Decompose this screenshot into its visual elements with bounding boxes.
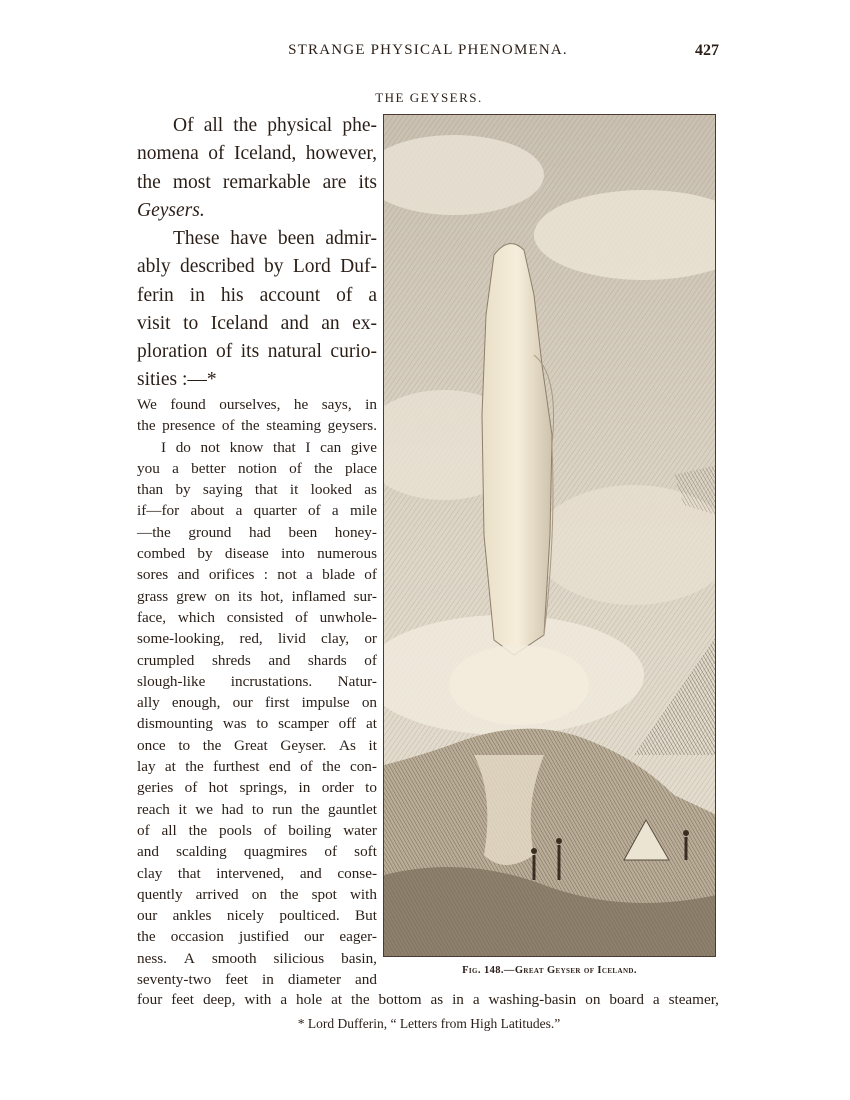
geyser-engraving-icon (383, 114, 716, 957)
text-line: if—for about a quarter of a mile (137, 502, 377, 520)
text-line: once to the Great Geyser. As it (137, 736, 377, 754)
text-line: the presence of the steaming geysers. (137, 417, 377, 435)
lead-paragraph-1 (137, 112, 377, 225)
text-line: our ankles nicely poulticed. But (137, 907, 377, 925)
text-line: than by saying that it looked as (137, 481, 377, 499)
text-line: ably described by Lord Duf- (137, 256, 377, 278)
text-line: sities :—* (137, 369, 217, 391)
text-line: the most remarkable are its (137, 171, 377, 193)
text-line: quently arrived on the spot with (137, 885, 377, 903)
figure-caption: Fig. 148.—Great Geyser of Iceland. (462, 965, 637, 976)
lead-paragraph-2 (137, 225, 377, 395)
quoted-passage (137, 394, 377, 990)
text-line: and scalding quagmires of soft (137, 843, 377, 861)
text-line: I do not know that I can give (161, 438, 377, 456)
text-line: reach it we had to run the gauntlet (137, 800, 377, 818)
text-line: the occasion justified our eager- (137, 928, 377, 946)
geyser-illustration-svg (384, 115, 716, 957)
text-line: crumpled shreds and shards of (137, 651, 377, 669)
text-line: lay at the furthest end of the con- (137, 758, 377, 776)
text-line: visit to Iceland and an ex- (137, 312, 377, 334)
text-line: We found ourselves, he says, in (137, 396, 377, 413)
text-line: nomena of Iceland, however, (137, 143, 377, 165)
text-line: ferin in his account of a (137, 284, 377, 306)
footnote: * Lord Dufferin, “ Letters from High Latitudes.” (297, 1016, 561, 1031)
text-line: face, which consisted of unwhole- (137, 608, 377, 626)
text-line: These have been admir- (173, 228, 377, 249)
text-line: seventy-two feet in diameter and (137, 971, 377, 989)
page-number: 427 (695, 42, 719, 59)
text-line: Geysers. (137, 199, 205, 221)
text-line: geries of hot springs, in order to (137, 779, 377, 797)
text-line: clay that intervened, and conse- (137, 864, 377, 882)
text-line: you a better notion of the place (137, 459, 377, 477)
text-line: —the ground had been honey- (137, 523, 377, 541)
text-line: four feet deep, with a hole at the bottom as in a washing-basin on board a steamer, (137, 991, 719, 1008)
text-line: sores and orifices : not a blade of (137, 566, 377, 584)
text-line: ploration of its natural curio- (137, 341, 377, 363)
text-line: dismounting was to scamper off at (137, 715, 377, 733)
text-line: grass grew on its hot, inflamed sur- (137, 587, 377, 605)
text-line: of all the pools of boiling water (137, 821, 377, 839)
text-line: ness. A smooth silicious basin, (137, 949, 377, 967)
text-line: combed by disease into numerous (137, 545, 377, 563)
page-header (137, 42, 719, 66)
text-line: Of all the physical phe- (173, 115, 377, 136)
text-line: ally enough, our first impulse on (137, 694, 377, 712)
section-title: THE GEYSERS. (375, 90, 483, 105)
text-line: slough-like incrustations. Natur- (137, 672, 377, 690)
running-title: STRANGE PHYSICAL PHENOMENA. (288, 42, 568, 58)
text-line: some-looking, red, livid clay, or (137, 630, 377, 648)
